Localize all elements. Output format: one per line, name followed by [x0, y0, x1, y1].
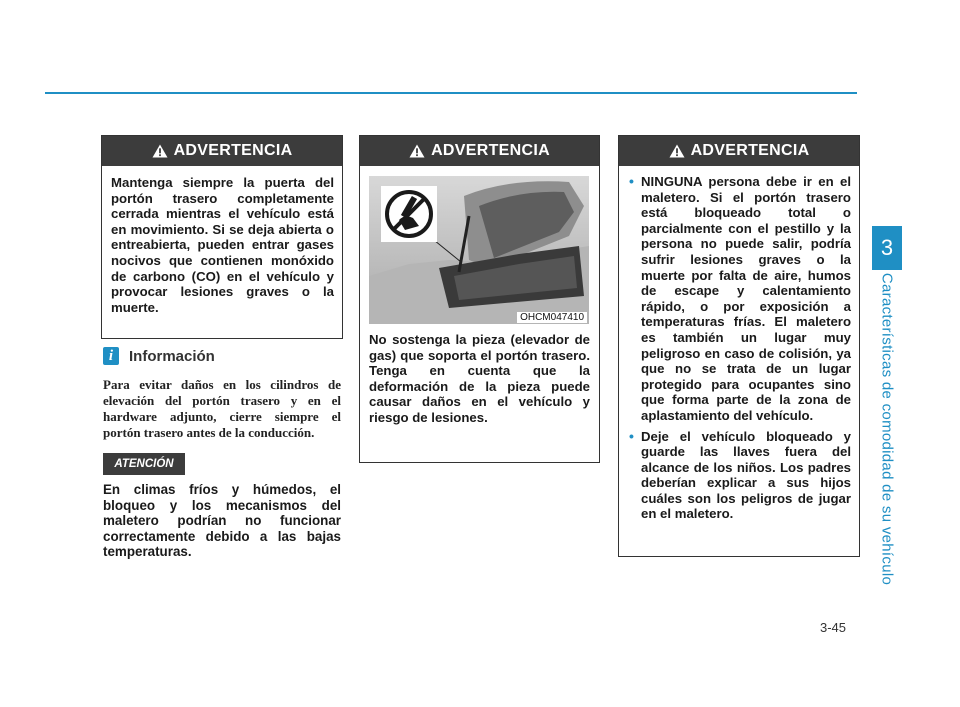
info-title: Información	[129, 347, 215, 365]
info-header	[103, 347, 215, 365]
attention-badge: ATENCIÓN	[103, 453, 185, 475]
attention-text: En climas fríos y húmedos, el bloqueo y los mecanismos del maletero podrían no funcionar correctamente debido a las bajas temperaturas.	[103, 482, 341, 560]
warning-text: No sostenga la pieza (elevador de gas) que soporta el portón trasero. Tenga en cuenta que la deformación de la pieza puede causar daños en el vehículo y riesgo de lesiones.	[369, 332, 590, 425]
warning-bullet-list	[629, 174, 851, 522]
warning-heading: ADVERTENCIA	[431, 142, 550, 159]
warning-box-exhaust	[101, 135, 343, 339]
warning-heading: ADVERTENCIA	[690, 142, 810, 159]
warning-header	[360, 136, 599, 166]
info-icon: i	[103, 347, 119, 365]
warning-header	[102, 136, 342, 166]
top-rule	[45, 92, 857, 94]
warning-text	[619, 166, 859, 522]
tailgate-illustration	[369, 176, 589, 324]
tailgate-photo	[369, 176, 589, 324]
warning-text: Mantenga siempre la puerta del portón trasero completamente cerrada mientras el vehículo está en movimiento. Si se deja abierta o entreabierta, pueden entrar gases nocivos que contienen monóxido de carbono (CO) en el vehículo y provocar lesiones graves o la muerte.	[111, 175, 334, 315]
warning-heading: ADVERTENCIA	[173, 142, 293, 159]
chapter-number-tab: 3	[872, 226, 902, 270]
chapter-title-text: Características de comodidad de su vehículo	[878, 272, 896, 586]
list-item: • NINGUNA persona debe ir en el maletero. Si el portón trasero está bloqueado total o parcialmente con el pestillo y la persona no puede salir, podría sufrir lesiones graves o la muerte por falta de aire, humos de escape y calentamiento rápido, o por exposición a temperaturas frías. El maletero es también un lugar muy peligroso en caso de colisión, ya que no se trata de un lugar protegido para ocupantes sino que forma parte de la zona de aplastamiento del vehículo.	[629, 174, 851, 424]
page-number: 3-45	[820, 620, 847, 635]
list-item: • Deje el vehículo bloqueado y guarde las llaves fuera del alcance de los niños. Los padres deberían explicar a sus hijos cuáles son los peligros de jugar en el maletero.	[629, 429, 851, 523]
warning-triangle-icon	[152, 144, 168, 158]
warning-box-gas-lifter	[359, 135, 600, 463]
info-text: Para evitar daños en los cilindros de elevación del portón trasero y en el hardware adjunto, cierre siempre el portón trasero antes de la conducción.	[103, 377, 341, 440]
chapter-title	[872, 272, 902, 586]
warning-triangle-icon	[669, 144, 685, 158]
warning-triangle-icon	[409, 144, 425, 158]
warning-box-trunk	[618, 135, 860, 557]
warning-header	[619, 136, 859, 166]
photo-code: OHCM047410	[517, 312, 587, 323]
